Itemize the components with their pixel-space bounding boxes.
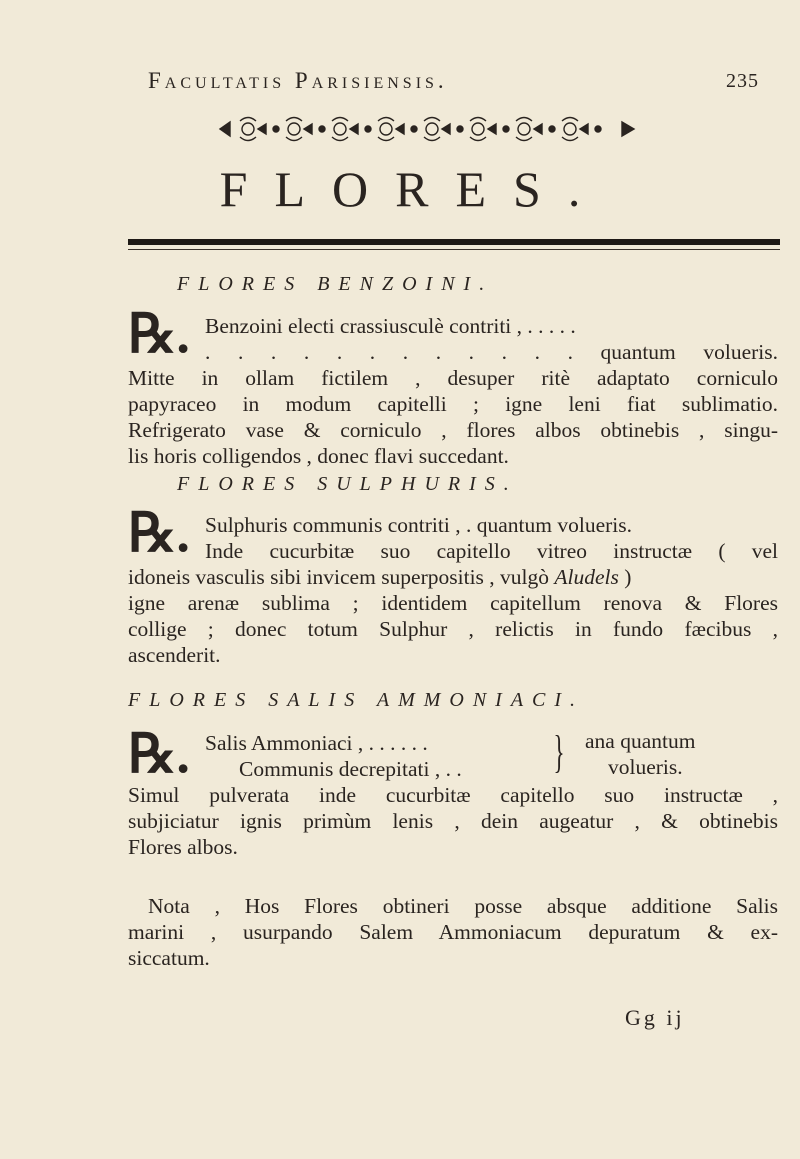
recipe-line: papyraceo in modum capitelli ; igne leni fiat sublimatio. <box>128 392 778 416</box>
signature-mark: Gg ij <box>625 1005 685 1030</box>
title-rule-thick <box>128 239 780 245</box>
recipe-line: igne arenæ sublima ; identidem capitellum renova & Flores <box>128 591 778 615</box>
ingredient-line: Salis Ammoniaci , . . . . . . <box>205 731 428 755</box>
title-rule-thin <box>128 249 780 250</box>
recipe-line-prefix: idoneis vasculis sibi invicem superpositis , vulgò <box>128 565 555 589</box>
running-head-title: Facultatis Parisiensis. <box>148 68 448 93</box>
quantity-text: volueris. <box>608 755 683 779</box>
nota-line: Nota , Hos Flores obtineri posse absque additione Salis <box>148 894 778 918</box>
recipe-line: subjiciatur ignis primùm lenis , dein augeatur , & obtinebis <box>128 809 778 833</box>
ornament-band-icon <box>218 112 636 146</box>
recipe-line: . . . . . . . . . . . . quantum volueris. <box>205 340 778 364</box>
rx-icon: ℞. <box>128 503 190 563</box>
brace-icon: } <box>553 726 565 777</box>
recipe-heading: FLORES BENZOINI. <box>177 273 494 295</box>
aludels-term: Aludels <box>554 565 619 589</box>
recipe-line: Simul pulverata inde cucurbitæ capitello suo instructæ , <box>128 783 778 807</box>
section-title: FLORES. <box>219 161 608 217</box>
recipe-line: Benzoini electi crassiusculè contriti , . . . . . <box>205 314 576 338</box>
ingredient-line: Communis decrepitati , . . <box>239 757 462 781</box>
recipe-line: lis horis colligendos , donec flavi succedant. <box>128 444 509 468</box>
rx-icon: ℞. <box>128 304 190 364</box>
nota-line: siccatum. <box>128 946 210 970</box>
nota-line: marini , usurpando Salem Ammoniacum depuratum & ex- <box>128 920 778 944</box>
recipe-line: idoneis vasculis sibi invicem superpositis , vulgò Aludels ) <box>128 565 632 589</box>
recipe-line: collige ; donec totum Sulphur , relictis in fundo fæcibus , <box>128 617 778 641</box>
recipe-line: Refrigerato vase & corniculo , flores albos obtinebis , singu- <box>128 418 778 442</box>
quantity-text: ana quantum <box>585 729 696 753</box>
recipe-heading: FLORES SALIS AMMONIACI. <box>128 689 585 711</box>
recipe-line: ascenderit. <box>128 643 221 667</box>
recipe-line: Mitte in ollam fictilem , desuper ritè adaptato corniculo <box>128 366 778 390</box>
recipe-line: Inde cucurbitæ suo capitello vitreo instructæ ( vel <box>205 539 778 563</box>
recipe-heading: FLORES SULPHURIS. <box>177 473 518 495</box>
recipe-line: Sulphuris communis contriti , . quantum volueris. <box>205 513 632 537</box>
recipe-line: Flores albos. <box>128 835 238 859</box>
page-number: 235 <box>726 70 759 92</box>
rx-icon: ℞. <box>128 724 190 784</box>
